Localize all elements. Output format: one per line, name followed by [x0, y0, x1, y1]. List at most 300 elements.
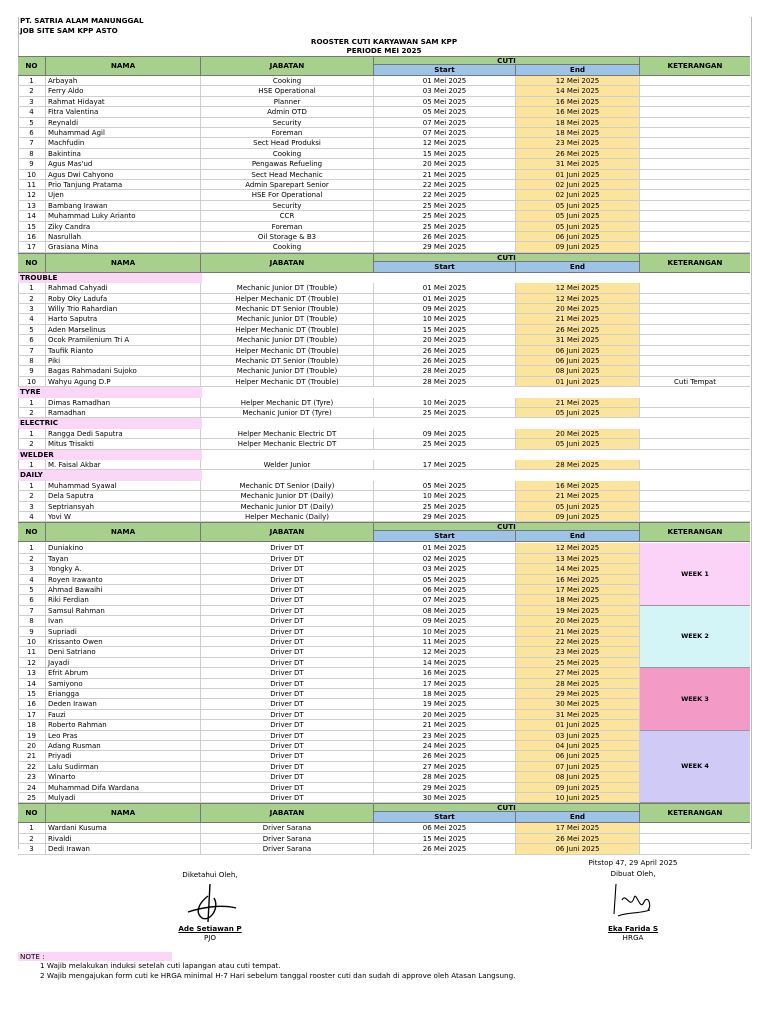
leave-end: 08 Juni 2025	[516, 366, 640, 375]
table-row	[18, 346, 750, 356]
table-row	[18, 138, 750, 148]
header-no: NO	[18, 254, 46, 272]
remark	[640, 159, 750, 168]
employee-name: Samiyono	[46, 679, 201, 688]
table-row	[18, 283, 750, 293]
leave-start: 01 Mei 2025	[374, 76, 516, 85]
employee-name: Ferry Aldo	[46, 86, 201, 95]
job-title: CCR	[201, 211, 374, 220]
leave-end: 06 Juni 2025	[516, 346, 640, 355]
leave-end: 18 Mei 2025	[516, 118, 640, 127]
employee-name: Willy Trio Rahardian	[46, 304, 201, 313]
row-no: 5	[18, 325, 46, 334]
leave-end: 01 Juni 2025	[516, 170, 640, 179]
leave-start: 07 Mei 2025	[374, 595, 516, 604]
job-title: Driver DT	[201, 658, 374, 667]
job-title: Planner	[201, 97, 374, 106]
table-row	[18, 460, 750, 470]
row-no: 1	[18, 481, 46, 490]
job-title: Foreman	[201, 222, 374, 231]
leave-end: 04 Juni 2025	[516, 741, 640, 750]
leave-end: 26 Mei 2025	[516, 834, 640, 843]
employee-name: Muhammad Difa Wardana	[46, 783, 201, 792]
table-row	[18, 325, 750, 335]
creator-name: Eka Farida S	[607, 924, 659, 933]
row-no: 17	[18, 242, 46, 251]
remark	[640, 356, 750, 365]
row-no: 8	[18, 149, 46, 158]
employee-name: Rangga Dedi Saputra	[46, 429, 201, 438]
header-no: NO	[18, 804, 46, 822]
table-row	[18, 294, 750, 304]
row-no: 4	[18, 575, 46, 584]
remark	[640, 97, 750, 106]
row-no: 14	[18, 679, 46, 688]
note-item-1: 1 Wajib melakukan induksi setelah cuti lapangan atau cuti tempat.	[40, 961, 281, 970]
leave-start: 17 Mei 2025	[374, 679, 516, 688]
leave-start: 05 Mei 2025	[374, 107, 516, 116]
table-row	[18, 398, 750, 408]
table-row	[18, 335, 750, 345]
job-title: Driver DT	[201, 585, 374, 594]
leave-end: 18 Mei 2025	[516, 595, 640, 604]
employee-name: Rahmat Hidayat	[46, 97, 201, 106]
leave-start: 09 Mei 2025	[374, 304, 516, 313]
leave-start: 10 Mei 2025	[374, 314, 516, 323]
employee-name: Royen Irawanto	[46, 575, 201, 584]
row-no: 22	[18, 762, 46, 771]
leave-end: 16 Mei 2025	[516, 575, 640, 584]
leave-end: 06 Juni 2025	[516, 844, 640, 853]
table-row	[18, 222, 750, 232]
header-no: NO	[18, 57, 46, 75]
row-no: 9	[18, 366, 46, 375]
table-row	[18, 159, 750, 169]
table-row	[18, 481, 750, 491]
remark	[640, 325, 750, 334]
row-no: 1	[18, 460, 46, 469]
leave-end: 31 Mei 2025	[516, 335, 640, 344]
job-title: Admin Sparepart Senior	[201, 180, 374, 189]
leave-start: 20 Mei 2025	[374, 159, 516, 168]
remark	[640, 502, 750, 511]
table-header	[18, 522, 750, 542]
remark	[640, 107, 750, 116]
row-no: 18	[18, 720, 46, 729]
leave-start: 09 Mei 2025	[374, 429, 516, 438]
remark	[640, 429, 750, 438]
leave-start: 29 Mei 2025	[374, 242, 516, 251]
leave-end: 25 Mei 2025	[516, 658, 640, 667]
leave-start: 08 Mei 2025	[374, 606, 516, 615]
leave-end: 12 Mei 2025	[516, 283, 640, 292]
row-no: 7	[18, 606, 46, 615]
leave-start: 03 Mei 2025	[374, 564, 516, 573]
leave-start: 15 Mei 2025	[374, 325, 516, 334]
row-no: 13	[18, 668, 46, 677]
job-title: Driver DT	[201, 783, 374, 792]
leave-start: 25 Mei 2025	[374, 211, 516, 220]
remark	[640, 222, 750, 231]
leave-end: 12 Mei 2025	[516, 76, 640, 85]
employee-name: Wardani Kusuma	[46, 823, 201, 832]
employee-name: Machfudin	[46, 138, 201, 147]
employee-name: Roberto Rahman	[46, 720, 201, 729]
remark	[640, 366, 750, 375]
job-title: Driver DT	[201, 689, 374, 698]
approver-name: Ade Setiawan P	[178, 924, 242, 933]
leave-start: 28 Mei 2025	[374, 366, 516, 375]
leave-end: 05 Juni 2025	[516, 502, 640, 511]
remark	[640, 481, 750, 490]
leave-start: 25 Mei 2025	[374, 439, 516, 448]
remark	[640, 180, 750, 189]
leave-end: 05 Juni 2025	[516, 222, 640, 231]
leave-start: 28 Mei 2025	[374, 377, 516, 386]
row-no: 16	[18, 232, 46, 241]
table-row	[18, 76, 750, 86]
job-title: Helper Mechanic Electric DT	[201, 439, 374, 448]
job-title: Mechanic Junior DT (Tyre)	[201, 408, 374, 417]
job-title: Driver DT	[201, 668, 374, 677]
job-title: Foreman	[201, 128, 374, 137]
header-nama: NAMA	[46, 254, 201, 272]
leave-start: 26 Mei 2025	[374, 751, 516, 760]
employee-name: Mitus Trisakti	[46, 439, 201, 448]
table-row	[18, 149, 750, 159]
table-row	[18, 201, 750, 211]
header-end: End	[516, 531, 640, 541]
leave-end: 26 Mei 2025	[516, 149, 640, 158]
job-title: Cooking	[201, 76, 374, 85]
job-title: Admin OTD	[201, 107, 374, 116]
remark	[640, 408, 750, 417]
leave-start: 28 Mei 2025	[374, 772, 516, 781]
employee-name: Nasrullah	[46, 232, 201, 241]
leave-start: 25 Mei 2025	[374, 201, 516, 210]
row-no: 12	[18, 190, 46, 199]
header-nama: NAMA	[46, 804, 201, 822]
header-no: NO	[18, 523, 46, 541]
remark	[640, 232, 750, 241]
leave-start: 27 Mei 2025	[374, 762, 516, 771]
company-name: PT. SATRIA ALAM MANUNGGAL	[20, 16, 144, 25]
remark	[640, 398, 750, 407]
leave-end: 07 Juni 2025	[516, 762, 640, 771]
leave-end: 17 Mei 2025	[516, 823, 640, 832]
header-end: End	[516, 262, 640, 272]
job-title: Mechanic DT Senior (Trouble)	[201, 356, 374, 365]
group-label-tyre: TYRE	[18, 387, 202, 397]
row-no: 2	[18, 294, 46, 303]
header-end: End	[516, 812, 640, 822]
job-title: Driver DT	[201, 793, 374, 802]
job-title: Mechanic Junior DT (Trouble)	[201, 366, 374, 375]
remark	[640, 190, 750, 199]
job-title: Helper Mechanic DT (Trouble)	[201, 325, 374, 334]
approved-by-label: Diketahui Oleh,	[182, 870, 238, 879]
group-label-electric: ELECTRIC	[18, 418, 202, 428]
employee-name: Roby Oky Ladufa	[46, 294, 201, 303]
row-no: 15	[18, 222, 46, 231]
row-no: 12	[18, 658, 46, 667]
job-title: Driver DT	[201, 762, 374, 771]
creator-role: HRGA	[622, 933, 644, 942]
employee-name: Agus Mas'ud	[46, 159, 201, 168]
employee-name: Taufik Rianto	[46, 346, 201, 355]
job-title: Helper Mechanic DT (Trouble)	[201, 377, 374, 386]
employee-name: Deni Satriano	[46, 647, 201, 656]
leave-start: 26 Mei 2025	[374, 844, 516, 853]
leave-end: 21 Mei 2025	[516, 314, 640, 323]
leave-start: 02 Mei 2025	[374, 554, 516, 563]
leave-end: 27 Mei 2025	[516, 668, 640, 677]
row-no: 2	[18, 554, 46, 563]
job-title: Helper Mechanic DT (Trouble)	[201, 294, 374, 303]
employee-name: Aden Marselinus	[46, 325, 201, 334]
employee-name: Muhammad Agil	[46, 128, 201, 137]
leave-end: 28 Mei 2025	[516, 460, 640, 469]
leave-start: 14 Mei 2025	[374, 658, 516, 667]
employee-name: Bakintina	[46, 149, 201, 158]
job-title: Driver DT	[201, 564, 374, 573]
leave-end: 06 Juni 2025	[516, 232, 640, 241]
created-by-label: Dibuat Oleh,	[610, 869, 656, 878]
row-no: 3	[18, 844, 46, 853]
leave-start: 07 Mei 2025	[374, 118, 516, 127]
leave-end: 20 Mei 2025	[516, 429, 640, 438]
row-no: 6	[18, 128, 46, 137]
remark	[640, 76, 750, 85]
header-start: Start	[374, 65, 516, 75]
row-no: 13	[18, 201, 46, 210]
employee-name: Duniakino	[46, 543, 201, 552]
leave-start: 20 Mei 2025	[374, 335, 516, 344]
table-row	[18, 211, 750, 221]
job-title: Sect Head Produksi	[201, 138, 374, 147]
leave-end: 03 Juni 2025	[516, 731, 640, 740]
table-header	[18, 803, 750, 823]
table-row	[18, 118, 750, 128]
employee-name: Rivaldi	[46, 834, 201, 843]
header-start: Start	[374, 531, 516, 541]
remark	[640, 823, 750, 832]
leave-end: 13 Mei 2025	[516, 554, 640, 563]
row-no: 20	[18, 741, 46, 750]
employee-name: Prio Tanjung Pratama	[46, 180, 201, 189]
leave-end: 02 Juni 2025	[516, 190, 640, 199]
remark	[640, 138, 750, 147]
row-no: 21	[18, 751, 46, 760]
leave-end: 16 Mei 2025	[516, 481, 640, 490]
leave-start: 21 Mei 2025	[374, 170, 516, 179]
leave-start: 17 Mei 2025	[374, 460, 516, 469]
table-header	[18, 253, 750, 273]
table-row	[18, 314, 750, 324]
row-no: 15	[18, 689, 46, 698]
leave-start: 05 Mei 2025	[374, 481, 516, 490]
header-cuti: CUTI	[374, 57, 640, 65]
leave-end: 05 Juni 2025	[516, 211, 640, 220]
job-title: Driver DT	[201, 699, 374, 708]
leave-end: 06 Juni 2025	[516, 356, 640, 365]
row-no: 25	[18, 793, 46, 802]
row-no: 6	[18, 595, 46, 604]
leave-end: 05 Juni 2025	[516, 408, 640, 417]
row-no: 14	[18, 211, 46, 220]
header-jabatan: JABATAN	[201, 254, 374, 272]
remark	[640, 335, 750, 344]
employee-name: Yovi W	[46, 512, 201, 521]
job-title: Driver DT	[201, 627, 374, 636]
table-row	[18, 844, 750, 854]
week-block: WEEK 4	[640, 731, 750, 804]
row-no: 10	[18, 377, 46, 386]
leave-start: 06 Mei 2025	[374, 823, 516, 832]
employee-name: Mulyadi	[46, 793, 201, 802]
leave-end: 22 Mei 2025	[516, 637, 640, 646]
row-no: 7	[18, 138, 46, 147]
row-no: 10	[18, 170, 46, 179]
remark	[640, 834, 750, 843]
leave-start: 19 Mei 2025	[374, 699, 516, 708]
employee-name: Eriangga	[46, 689, 201, 698]
job-title: Driver Sarana	[201, 844, 374, 853]
table-row	[18, 180, 750, 190]
job-title: Driver DT	[201, 710, 374, 719]
employee-name: Dela Saputra	[46, 491, 201, 500]
job-site: JOB SITE SAM KPP ASTO	[20, 26, 118, 35]
row-no: 11	[18, 180, 46, 189]
leave-start: 26 Mei 2025	[374, 346, 516, 355]
employee-name: Ocok Pramilenium Tri A	[46, 335, 201, 344]
row-no: 1	[18, 283, 46, 292]
employee-name: Ivan	[46, 616, 201, 625]
row-no: 4	[18, 512, 46, 521]
table-row	[18, 491, 750, 501]
row-no: 9	[18, 159, 46, 168]
leave-end: 21 Mei 2025	[516, 627, 640, 636]
remark	[640, 242, 750, 251]
remark	[640, 844, 750, 853]
employee-name: Ahmad Bawaihi	[46, 585, 201, 594]
row-no: 5	[18, 585, 46, 594]
employee-name: Samsul Rahman	[46, 606, 201, 615]
employee-name: Adang Rusman	[46, 741, 201, 750]
week-block: WEEK 1	[640, 543, 750, 605]
leave-end: 01 Juni 2025	[516, 720, 640, 729]
leave-end: 01 Juni 2025	[516, 377, 640, 386]
job-title: Driver DT	[201, 720, 374, 729]
employee-name: M. Faisal Akbar	[46, 460, 201, 469]
remark: Cuti Tempat	[674, 377, 716, 386]
leave-start: 29 Mei 2025	[374, 512, 516, 521]
remark	[640, 294, 750, 303]
table-row	[18, 304, 750, 314]
header-start: Start	[374, 262, 516, 272]
leave-end: 29 Mei 2025	[516, 689, 640, 698]
table-row	[18, 502, 750, 512]
document-title: ROOSTER CUTI KARYAWAN SAM KPP	[310, 37, 458, 46]
employee-name: Muhammad Luky Arianto	[46, 211, 201, 220]
leave-start: 05 Mei 2025	[374, 575, 516, 584]
job-title: Driver DT	[201, 606, 374, 615]
remark	[640, 170, 750, 179]
leave-end: 19 Mei 2025	[516, 606, 640, 615]
leave-end: 18 Mei 2025	[516, 128, 640, 137]
header-start: Start	[374, 812, 516, 822]
employee-name: Bambang Irawan	[46, 201, 201, 210]
job-title: Helper Mechanic (Daily)	[201, 512, 374, 521]
header-nama: NAMA	[46, 57, 201, 75]
header-jabatan: JABATAN	[201, 804, 374, 822]
note-item-2: 2 Wajib mengajukan form cuti ke HRGA minimal H-7 Hari sebelum tanggal rooster cuti dan sudah di approve oleh Atasan Langsung.	[40, 971, 516, 980]
job-title: Driver DT	[201, 637, 374, 646]
leave-start: 03 Mei 2025	[374, 86, 516, 95]
employee-name: Muhammad Syawal	[46, 481, 201, 490]
place-date: Pitstop 47, 29 April 2025	[588, 858, 678, 867]
row-no: 16	[18, 699, 46, 708]
job-title: Sect Head Mechanic	[201, 170, 374, 179]
row-no: 2	[18, 834, 46, 843]
leave-end: 12 Mei 2025	[516, 294, 640, 303]
row-no: 4	[18, 314, 46, 323]
leave-end: 09 Juni 2025	[516, 783, 640, 792]
row-no: 1	[18, 543, 46, 552]
job-title: Driver DT	[201, 772, 374, 781]
leave-start: 10 Mei 2025	[374, 491, 516, 500]
employee-name: Dedi Irawan	[46, 844, 201, 853]
table-row	[18, 356, 750, 366]
job-title: Mechanic Junior DT (Trouble)	[201, 283, 374, 292]
leave-start: 20 Mei 2025	[374, 710, 516, 719]
job-title: Security	[201, 118, 374, 127]
leave-start: 30 Mei 2025	[374, 793, 516, 802]
employee-name: Supriadi	[46, 627, 201, 636]
leave-start: 18 Mei 2025	[374, 689, 516, 698]
leave-end: 31 Mei 2025	[516, 710, 640, 719]
job-title: Driver Sarana	[201, 834, 374, 843]
job-title: Driver DT	[201, 575, 374, 584]
job-title: Driver DT	[201, 741, 374, 750]
remark	[640, 512, 750, 521]
row-no: 3	[18, 304, 46, 313]
job-title: Driver DT	[201, 595, 374, 604]
employee-name: Krissanto Owen	[46, 637, 201, 646]
table-row	[18, 107, 750, 117]
table-row	[18, 170, 750, 180]
table-row	[18, 366, 750, 376]
leave-end: 14 Mei 2025	[516, 564, 640, 573]
job-title: Cooking	[201, 149, 374, 158]
job-title: Helper Mechanic DT (Trouble)	[201, 346, 374, 355]
employee-name: Bagas Rahmadani Sujoko	[46, 366, 201, 375]
leave-end: 20 Mei 2025	[516, 616, 640, 625]
job-title: HSE For Operational	[201, 190, 374, 199]
leave-start: 11 Mei 2025	[374, 637, 516, 646]
row-no: 4	[18, 107, 46, 116]
employee-name: Fitra Valentina	[46, 107, 201, 116]
leave-end: 30 Mei 2025	[516, 699, 640, 708]
approver-role: PJO	[203, 933, 217, 942]
row-no: 19	[18, 731, 46, 740]
row-no: 17	[18, 710, 46, 719]
employee-name: Ziky Candra	[46, 222, 201, 231]
job-title: Pengawas Refueling	[201, 159, 374, 168]
leave-start: 15 Mei 2025	[374, 149, 516, 158]
leave-end: 31 Mei 2025	[516, 159, 640, 168]
leave-start: 25 Mei 2025	[374, 408, 516, 417]
